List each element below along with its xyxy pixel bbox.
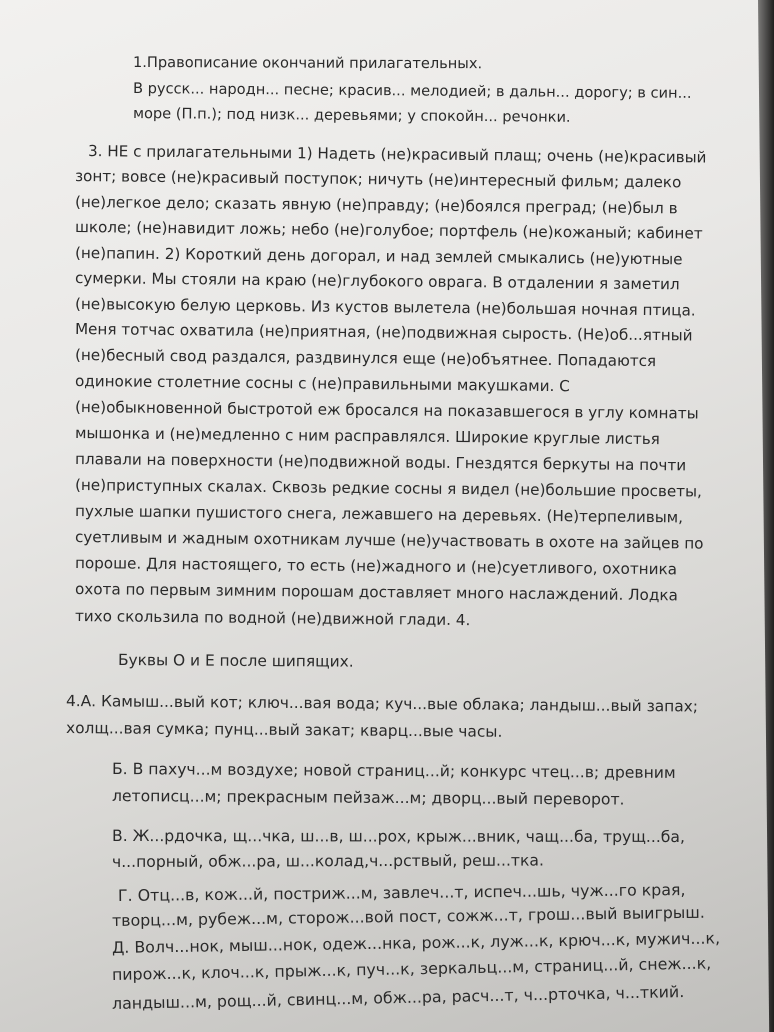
section3-line: (не)бесный свод раздался, раздвинулся еще (не)объятнее. Попадаются [74,346,657,371]
section3-line: одинокие столетние сосны с (не)правильными макушками. С [74,372,570,396]
section4d-line: Д. Волч...нок, мыш...нок, одеж...нка, рож...к, луж...к, крюч...к, мужич...к, [111,928,721,957]
section3-line: Меня тотчас охватила (не)приятная, (не)подвижная сырость. (Не)об...ятный [74,320,693,345]
section3-line: (не)обыкновенной быстротой еж бросался на показавшегося в углу комнаты [74,398,699,423]
section3-line: охота по первым зимним порошам доставляет много наслаждений. Лодка [74,580,678,605]
section4v-line: В. Ж...рдочка, щ...чка, ш...в, ш...рох, крыж...вник, чащ...ба, трущ...ба, [111,827,685,846]
section3-line: сумерки. Мы стояли на краю (не)глубокого оврага. В отдалении я заметил [74,269,680,294]
section4g-line: творц...м, рубеж...м, сторож...вой пост, сожж...т, грош...вый выигрыш. [111,902,705,930]
section4b-line: летописц...м; прекрасным пейзаж...м; дворц...вый переворот. [111,787,625,809]
section3-line: (не)высокую белую церковь. Из кустов вылетела (не)большая ночная птица. [74,295,696,320]
section3-line: (не)папин. 2) Короткий день догорал, и над землей смыкались (не)уютные [74,244,683,269]
section1-line: В русск... народн... песне; красив... мелодией; в дальн... дорогу; в син... [132,80,692,102]
section4d-line: ландыш...м, рощ...й, свинц...м, обж...ра, расч...т, ч...рточка, ч...ткий. [111,982,685,1013]
section3-line: (не)приступных скалах. Сквозь редкие сосны я видел (не)большие просветы, [74,476,702,501]
section3-line: плавали на поверхности (не)подвижной воды. Гнездятся беркуты на почти [74,450,687,475]
section4a-line: холщ...вая сумка; пунц...вый закат; кварц...вые часы. [65,719,503,741]
section3-line: мышонка и (не)медленно с ним расправлялся. Широкие круглые листья [74,424,660,449]
section1-line: море (П.п.); под низк... деревьями; у спокойн... речонки. [132,105,571,126]
section4g-line: Г. Отц...в, кож...й, постриж...м, завлеч...т, испеч...шь, чуж...го края, [117,880,686,905]
section3-line: (не)легкое дело; сказать явную (не)правду; (не)боялся преград; (не)был в [74,193,678,218]
section4a-line: 4.А. Камыш...вый кот; ключ...вая вода; куч...вые облака; ландыш...вый запах; [65,692,699,716]
section3-line: 3. НЕ с прилагательными 1) Надеть (не)красивый плащ; очень (не)красивый [87,142,707,167]
section4b-line: Б. В пахуч...м воздухе; новой страниц...й; конкурс чтец...в; древним [111,760,676,782]
section3-line: тихо скользила по водной (не)движной глади. 4. [74,607,471,630]
section1-title: 1.Правописание окончаний прилагательных. [132,54,483,73]
section4d-line: пирож...к, клоч...к, прыж...к, пуч...к, зеркальц...м, страниц...й, снеж...к, [111,953,712,984]
section3-line: зонт; вовсе (не)красивый поступок; ничуть (не)интересный фильм; далеко [74,167,682,192]
section3-line: пухлые шапки пушистого снега, лежавшего на деревьях. (Не)терпеливым, [74,502,684,527]
section3-line: суетливым и жадным охотникам лучше (не)участвовать в охоте на зайцев по [74,528,704,553]
page-edge-shadow [734,0,774,1032]
section3-line: школе; (не)навидит ложь; небо (не)голубое; портфель (не)кожаный; кабинет [74,218,703,243]
section3-line: пороше. Для настоящего, то есть (не)жадного и (не)суетливого, охотника [74,554,678,579]
section4v-line: ч...порный, обж...ра, ш...колад,ч...рствый, реш...тка. [111,851,544,871]
section4-title: Буквы О и Е после шипящих. [117,651,354,671]
